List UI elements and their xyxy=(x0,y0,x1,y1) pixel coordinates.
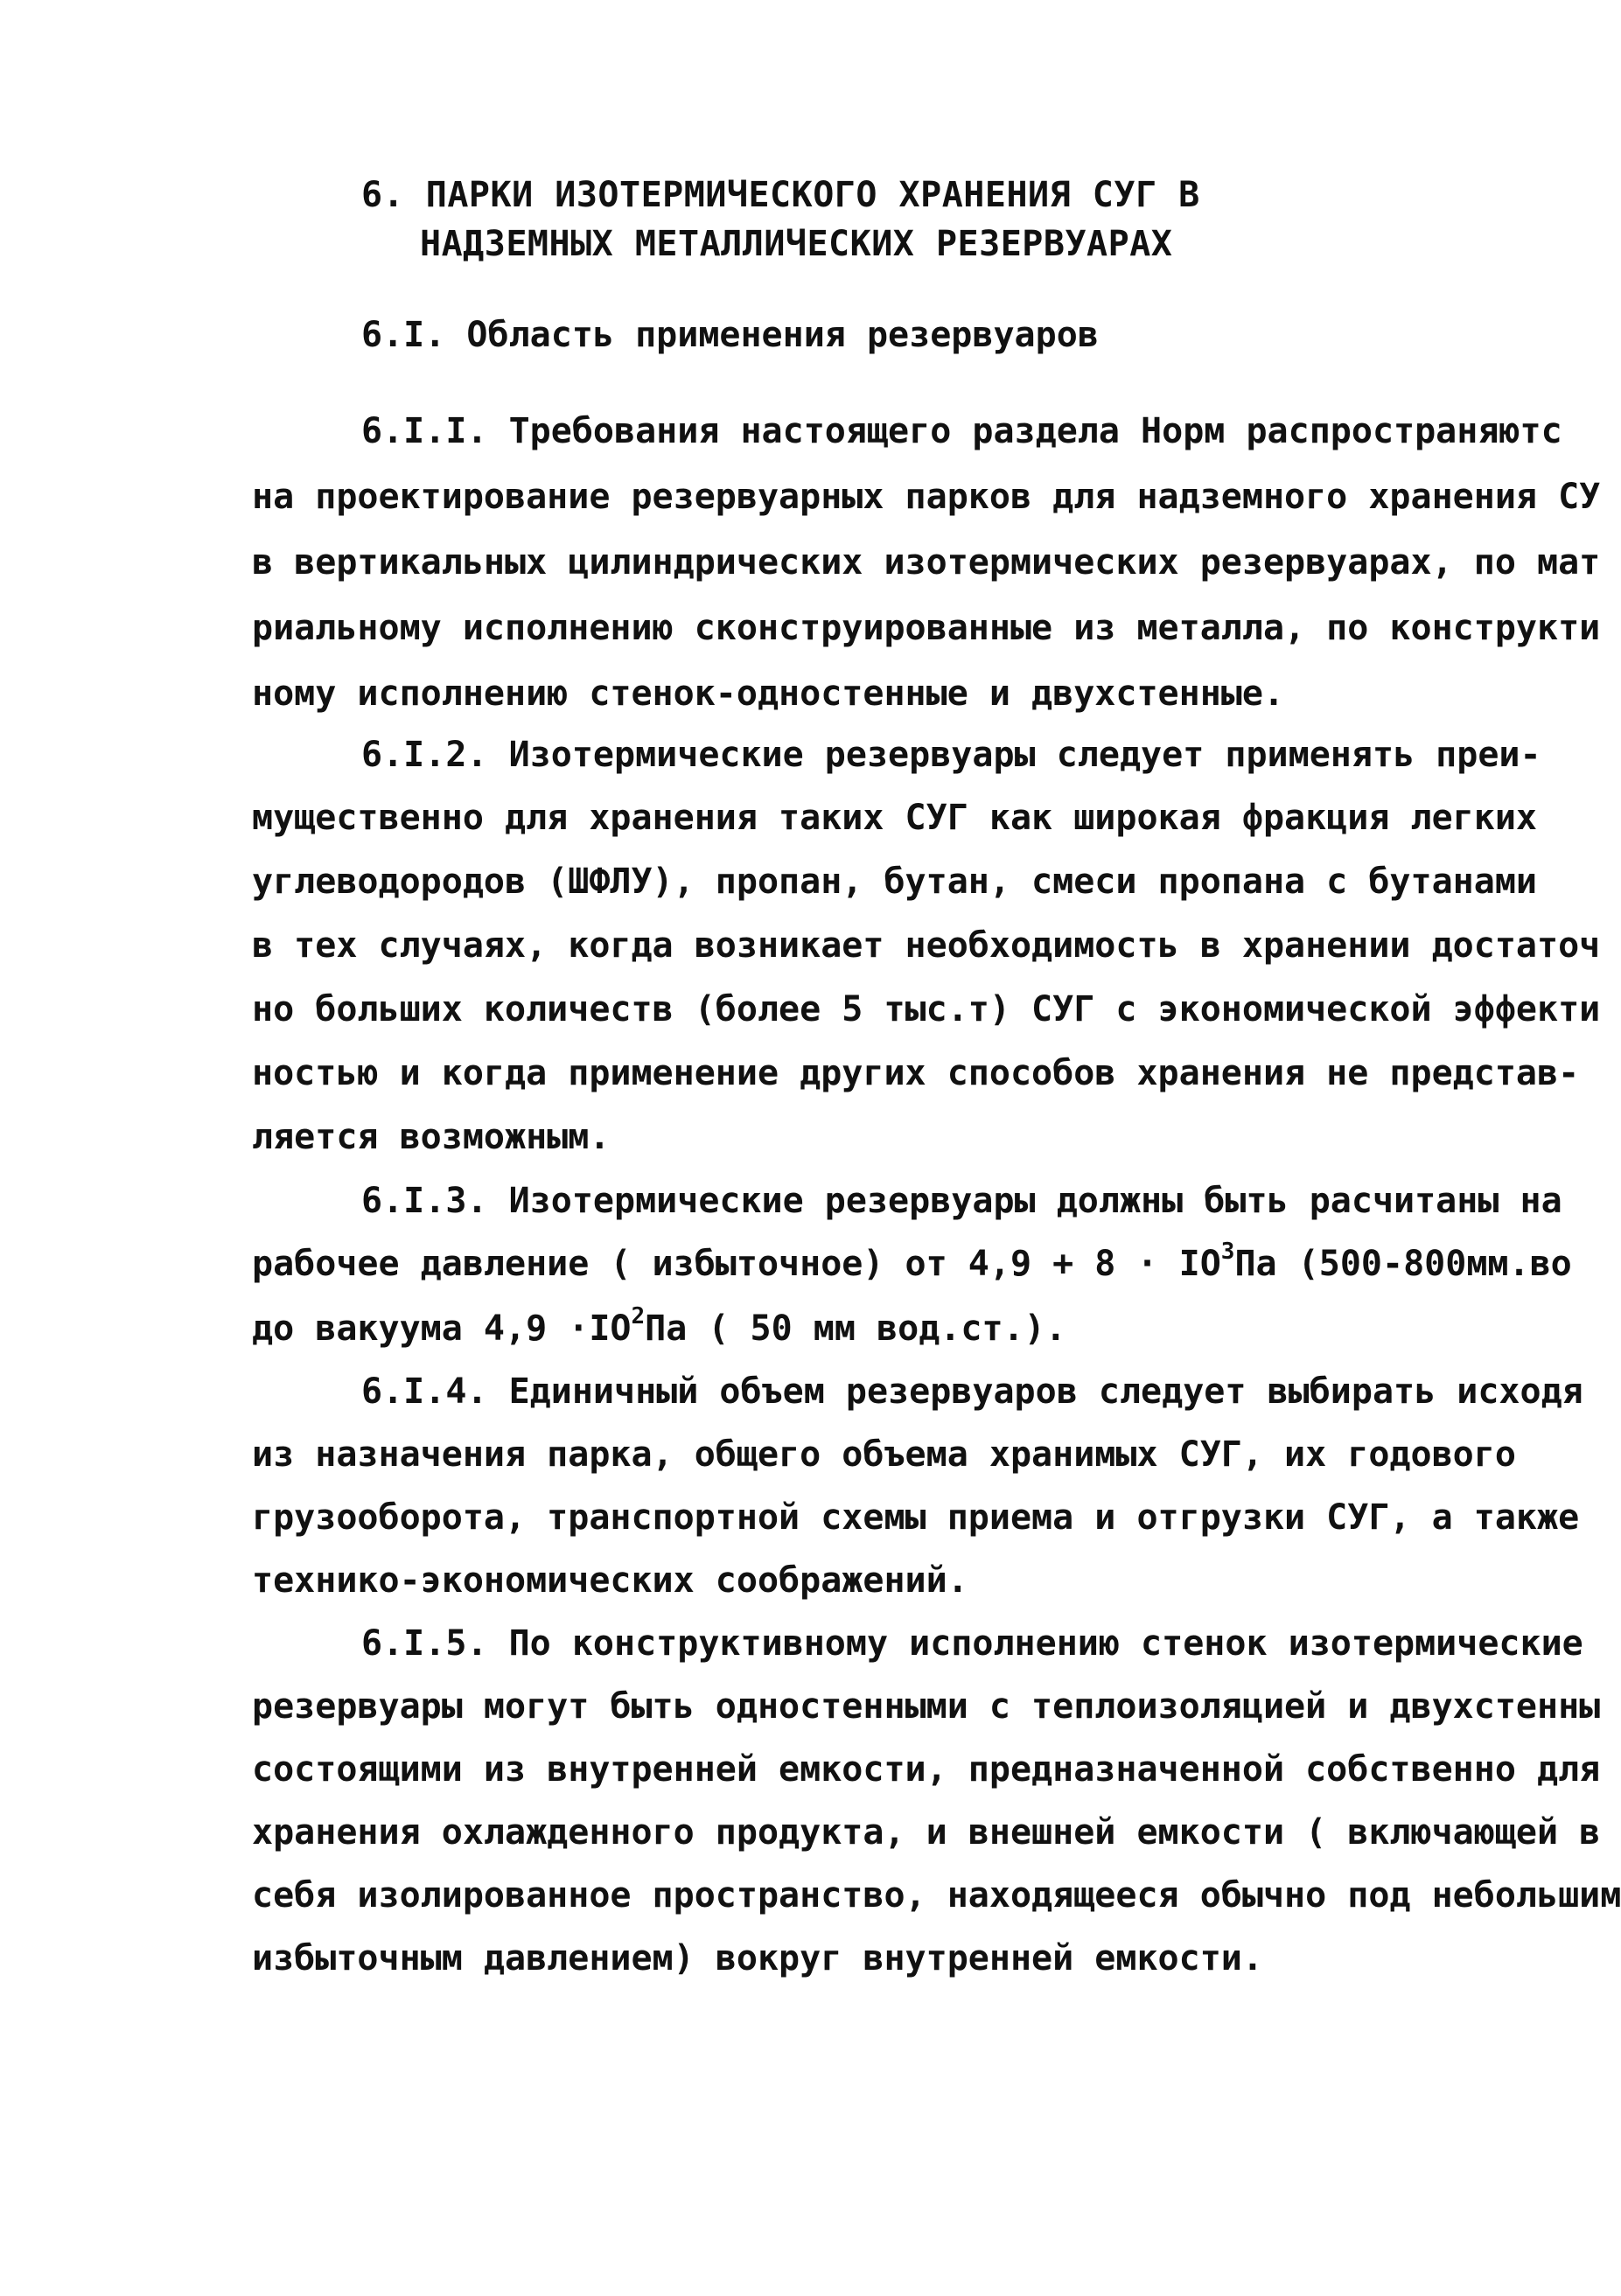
paragraph-line: себя изолированное пространство, находящееся обычно под небольшим xyxy=(252,1875,1621,1916)
paragraph-line: ляется возможным. xyxy=(252,1117,611,1157)
paragraph-line: углеводородов (ШФЛУ), пропан, бутан, смеси пропана с бутанами xyxy=(252,862,1538,902)
paragraph-line: 6.I.4. Единичный объем резервуаров следует выбирать исходя xyxy=(361,1371,1583,1412)
paragraph-line: в тех случаях, когда возникает необходимость в хранении достаточ xyxy=(252,925,1601,966)
paragraph-line: избыточным давлением) вокруг внутренней емкости. xyxy=(252,1938,1263,1978)
text-span: до вакуума 4,9 ·IO xyxy=(252,1309,632,1349)
text-span: Па (500-800мм.во xyxy=(1234,1244,1572,1284)
paragraph-line: состоящими из внутренней емкости, предназначенной собственно для xyxy=(252,1749,1601,1790)
subsection-heading: 6.I. Область применения резервуаров xyxy=(361,315,1099,355)
paragraph-line: хранения охлажденного продукта, и внешней емкости ( включающей в xyxy=(252,1812,1601,1853)
paragraph-line: мущественно для хранения таких СУГ как широкая фракция легких xyxy=(252,798,1538,838)
text-span: Па ( 50 мм вод.ст.). xyxy=(645,1309,1066,1349)
paragraph-line: но больших количеств (более 5 тыс.т) СУГ с экономической эффекти xyxy=(252,989,1601,1029)
paragraph-line: технико-экономических соображений. xyxy=(252,1560,968,1601)
paragraph-line: грузооборота, транспортной схемы приема и отгрузки СУГ, а также xyxy=(252,1497,1580,1538)
superscript: 3 xyxy=(1220,1239,1235,1265)
paragraph-line-pressure xyxy=(252,1239,1572,1284)
paragraph-line: 6.I.I. Требования настоящего раздела Норм распространяютс xyxy=(361,411,1562,451)
paragraph-line: 6.I.3. Изотермические резервуары должны быть расчитаны на xyxy=(361,1181,1562,1221)
paragraph-line: в вертикальных цилиндрических изотермических резервуарах, по мат xyxy=(252,542,1601,583)
paragraph-line: риальному исполнению сконструированные из металла, по конструкти xyxy=(252,608,1601,648)
paragraph-line: на проектирование резервуарных парков для надземного хранения СУ xyxy=(252,477,1601,517)
section-title-line2: НАДЗЕМНЫХ МЕТАЛЛИЧЕСКИХ РЕЗЕРВУАРАХ xyxy=(420,224,1173,264)
paragraph-line: 6.I.2. Изотермические резервуары следует применять преи- xyxy=(361,735,1541,775)
paragraph-line: ностью и когда применение других способов хранения не представ- xyxy=(252,1053,1580,1093)
text-span: рабочее давление ( избыточное) от 4,9 + 8 · IO xyxy=(252,1244,1221,1284)
paragraph-line: резервуары могут быть одностенными с теплоизоляцией и двухстенны xyxy=(252,1686,1601,1727)
paragraph-line-vacuum xyxy=(252,1303,1066,1349)
paragraph-line: из назначения парка, общего объема хранимых СУГ, их годового xyxy=(252,1434,1516,1475)
superscript: 2 xyxy=(631,1303,646,1329)
section-title-line1: 6. ПАРКИ ИЗОТЕРМИЧЕСКОГО ХРАНЕНИЯ СУГ В xyxy=(361,175,1200,215)
paragraph-line: 6.I.5. По конструктивному исполнению стенок изотермические xyxy=(361,1623,1583,1664)
paragraph-line: ному исполнению стенок-одностенные и двухстенные. xyxy=(252,673,1285,714)
